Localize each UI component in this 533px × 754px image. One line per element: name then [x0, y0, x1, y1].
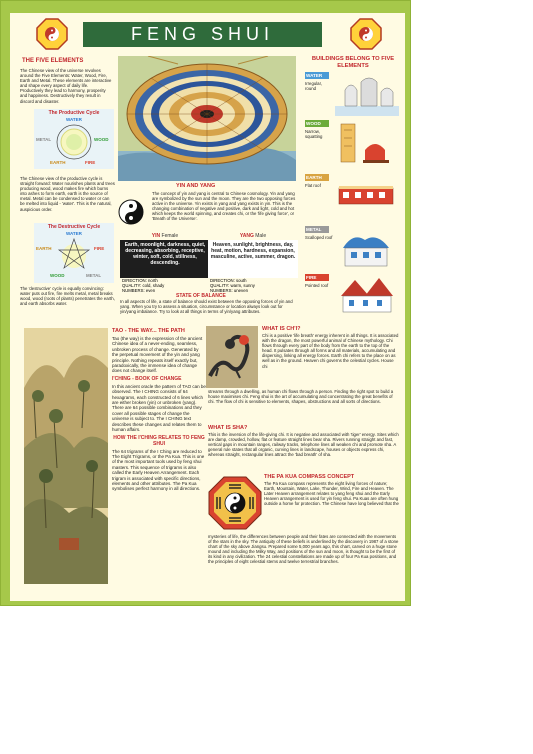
yin-header: [120, 233, 210, 240]
yang-quality: QUALITY: warm, sunny: [210, 283, 255, 288]
building-wood: [301, 120, 401, 165]
building-tag-wood: WOOD: [305, 120, 329, 127]
yang-gender: Male: [255, 233, 267, 239]
sha-heading: WHAT IS SHA?: [208, 425, 248, 431]
productive-label-fire: FIRE: [85, 160, 96, 165]
yin-quality: QUALITY: cold, shady: [122, 283, 165, 288]
building-metal: [301, 226, 401, 271]
destructive-label-metal: METAL: [86, 273, 102, 278]
five-elements-intro: The Chinese view of the universe revolves around the Five Elements: Water, Wood, Fire, Earth and Metal. These elements are interactive and shape every aspect of daily life. Productively they lead to harmony, prosperity and happiness. Destructively they result in discord and disaster.: [20, 68, 112, 104]
page-title: FENG SHUI: [83, 22, 322, 47]
pakua-text-continued: mysteries of life, the differences between people and their fates are connected with the movements of the stars in the sky. The antiquity of these beliefs is underlined by the discovery in 1987 of a stone chart of the sky above Jiangsu. Prepared some 5,000 years ago, this chart, carved on a huge stone mound and including the Milky Way, and positions of the sun and moon, is thought to be the first of its kind in any civilization. The 24 celestial constellations are made up of four Pa Kua positions, and the principles of eight celestial stems and twelve terrestrial branches.: [208, 534, 399, 565]
iching-text: In this ancient oracle the pattern of TAO can be observed. The I CHING consists of 64 hexagrams, each constructed of 6 lines which are either broken (yin) or unbroken (yang). There are 64 possible combinations and they cover all possible stages of change the universe is subject to. The I CHING text describes these changes and relates them to human affairs.: [112, 383, 206, 433]
luopan-compass-image: [118, 56, 296, 181]
iching-relates-text: The 64 trigrams of the I Ching are reduced to The Eight Trigrams, or the Pa Kua. This is one of the most important tools used by feng shui masters. This sequence of trigrams is also called the Early Heaven Arrangement. Each trigram is associated with specific directions, elements and other attributes. The Pa Kua symbolises perfect harmony in all directions.: [112, 448, 205, 492]
building-earth: [301, 174, 401, 219]
balance-text: In all aspects of life, a state of balance should exist between the opposing forces of yin and yang. When you try to assess a situation, circumstance or location always look out for yin/yang imbalance. Try to look at all things in terms of yin/yang attributes.: [120, 299, 293, 315]
building-fire: [301, 274, 401, 319]
yin-numbers: NUMBERS: even: [122, 288, 156, 293]
building-water: [301, 72, 401, 117]
chi-text-continued: streams through a dwelling, as human chi flows through a person. Finding the right spot to build a house maximises chi. Feng shui is the art of accumulating and concentrating the great benefits of chi. The flow of chi is sensitive to elements, shapes, obstructions and all sorts of directions.: [208, 389, 394, 405]
bagua-badge-icon: [350, 18, 382, 50]
destructive-cycle-diagram: [34, 223, 114, 283]
bagua-badge-icon: [36, 18, 68, 50]
yin-yang-icon: [118, 199, 144, 225]
buildings-section: [299, 56, 404, 322]
building-tag-water: WATER: [305, 72, 329, 79]
productive-label-water: WATER: [66, 117, 82, 122]
building-desc-fire: Pointed roof: [305, 283, 329, 288]
productive-cycle-title: The Productive Cycle: [48, 110, 100, 116]
productive-cycle-text: The Chinese view of the productive cycle is straight forward: Water nourishes plants and trees producing wood, wood makes fire which burns into ashes to form earth, earth is the source of metal. Metal can be condensed to water or can be melted into liquid - 'water'. This is the natural, auspicious order.: [20, 176, 115, 212]
tao-heading: TAO - THE WAY... THE PATH: [112, 328, 185, 334]
destructive-cycle-title: The Destructive Cycle: [47, 224, 101, 230]
yin-gender: Female: [161, 233, 179, 239]
yang-direction: DIRECTION: south: [210, 278, 247, 283]
yang-numbers: NUMBERS: uneven: [210, 288, 248, 293]
building-tag-earth: EARTH: [305, 174, 329, 181]
chi-text: Chi is a positive 'life breath' energy inherent in all things. It is associated with the dragon, the most powerful animal of Chinese mythology. Chi flows through every part of the body from the earth to the top of the head. It pulsates through all forms and all materials, accumulating and dispersing, linking all energy forces. Earth chi refers to the place on as well as in the ground. Heaven chi governs the celestial cycles. House chi: [262, 333, 399, 369]
pakua-text: The Pa Kua compass represents the eight living forces of nature; Earth, Mountain, Water, Lake, Thunder, Wind, Fire and Heaven. The Later Heaven arrangement relates to yang feng shui and the Early Heaven arrangement is used for yin feng shui. Pa Kuas are often hung outside a home for protection. The Chinese have long believed that the: [264, 481, 399, 507]
yin-yang-section: [116, 181, 298, 327]
productive-label-wood: WOOD: [94, 137, 109, 142]
chi-section: [206, 326, 402, 474]
destructive-label-earth: EARTH: [36, 246, 52, 251]
productive-label-metal: METAL: [36, 137, 52, 142]
tao-section: [112, 328, 206, 586]
balance-heading: STATE OF BALANCE: [176, 293, 226, 299]
productive-cycle-diagram: [34, 109, 114, 169]
dragon-illustration: [206, 326, 258, 388]
yin-direction: DIRECTION: north: [122, 278, 158, 283]
landscape-painting-image: [24, 328, 108, 584]
buildings-heading: BUILDINGS BELONG TO FIVE ELEMENTS: [311, 56, 395, 69]
building-desc-metal: Scalloped roof: [305, 235, 333, 240]
chi-heading: WHAT IS CH'I?: [262, 326, 301, 332]
iching-heading: I'CHING - BOOK OF CHANGE: [112, 375, 182, 382]
pakua-mirror-icon: [208, 476, 262, 530]
destructive-cycle-text: The 'destructive' cycle is equally convincing: water puts out fire, fire melts metal, metal breaks wood, wood (roots of plants) penetrates the earth, and earth absorbs water.: [20, 286, 115, 307]
yang-qualities: Heaven, sunlight, brightness, day, heat, motion, hardness, expansion, masculine, active, summer, dragon.: [208, 240, 298, 278]
tall-building-icon: [335, 120, 399, 164]
yin-column: [120, 233, 210, 293]
landscape-illustration: [24, 328, 108, 584]
five-elements-heading: THE FIVE ELEMENTS: [22, 58, 84, 64]
yin-label: YIN: [151, 233, 161, 239]
five-elements-section: [18, 58, 114, 320]
pointed-roof-building-icon: [335, 274, 399, 318]
iching-relates-heading: HOW THE I'CHING RELATES TO FENG SHUI: [113, 434, 205, 447]
yin-yang-text: The concept of yin and yang is central to Chinese cosmology. Yin and yang are symbolized by the sun and the moon. They are the two opposing forces active in the universe. Yin exists in yang and yang exists in yin. This is the changing combination of negative and positive, dark and light, cold and hot which keeps the world spinning, and creates chi, or the 'life giving force', or 'Breath of the Universe'.: [152, 191, 296, 222]
sha-text: This is the inversion of the life-giving chi. It is negative and associated with 'tiger' energy. Sites which are damp, crowded, hollow, flat or feature straight lines bear sha. Rivers running straight and fast, vertical gaps in mountain ranges, railway tracks, telephone lines all weaken chi and promote sha. A general rule states that all organic, curving lines in landscape, houses or objects express chi, whereas straight, rectangular lines attract the 'bad breath' of sha.: [208, 432, 399, 458]
building-desc-earth: Flat roof: [305, 183, 321, 188]
tao-text: Tao (the way) is the expression of the ancient Chinese idea of a never-ending, seamless, unbroken process of change. Generated by the perpetual movement of the yin and yang principle. Nothing repeats itself exactly but, paradoxically, the immense idea of change does not change itself.: [112, 336, 203, 374]
yang-header: [208, 233, 298, 240]
building-desc-water: Irregular, round: [305, 81, 322, 91]
yang-column: [208, 233, 298, 293]
destructive-label-water: WATER: [66, 231, 82, 236]
yang-label: YANG: [239, 233, 254, 239]
building-tag-fire: FIRE: [305, 274, 329, 281]
productive-label-earth: EARTH: [50, 160, 66, 165]
flat-roof-building-icon: [335, 174, 399, 218]
compass-illustration: [118, 56, 296, 181]
building-desc-wood: Narrow, squatting: [305, 129, 323, 139]
building-tag-metal: METAL: [305, 226, 329, 233]
pakua-heading: THE PA KUA COMPASS CONCEPT: [264, 474, 355, 480]
yin-yang-heading: YIN AND YANG: [176, 183, 216, 189]
destructive-label-fire: FIRE: [94, 246, 105, 251]
pakua-section: [206, 474, 402, 588]
round-building-icon: [335, 72, 399, 116]
scalloped-roof-building-icon: [335, 226, 399, 270]
destructive-label-wood: WOOD: [50, 273, 65, 278]
dragon-image: [206, 326, 258, 388]
yin-qualities: Earth, moonlight, darkness, quiet, decreasing, absorbing, receptive, winter, soft, cold, stillness, descending.: [120, 240, 210, 278]
